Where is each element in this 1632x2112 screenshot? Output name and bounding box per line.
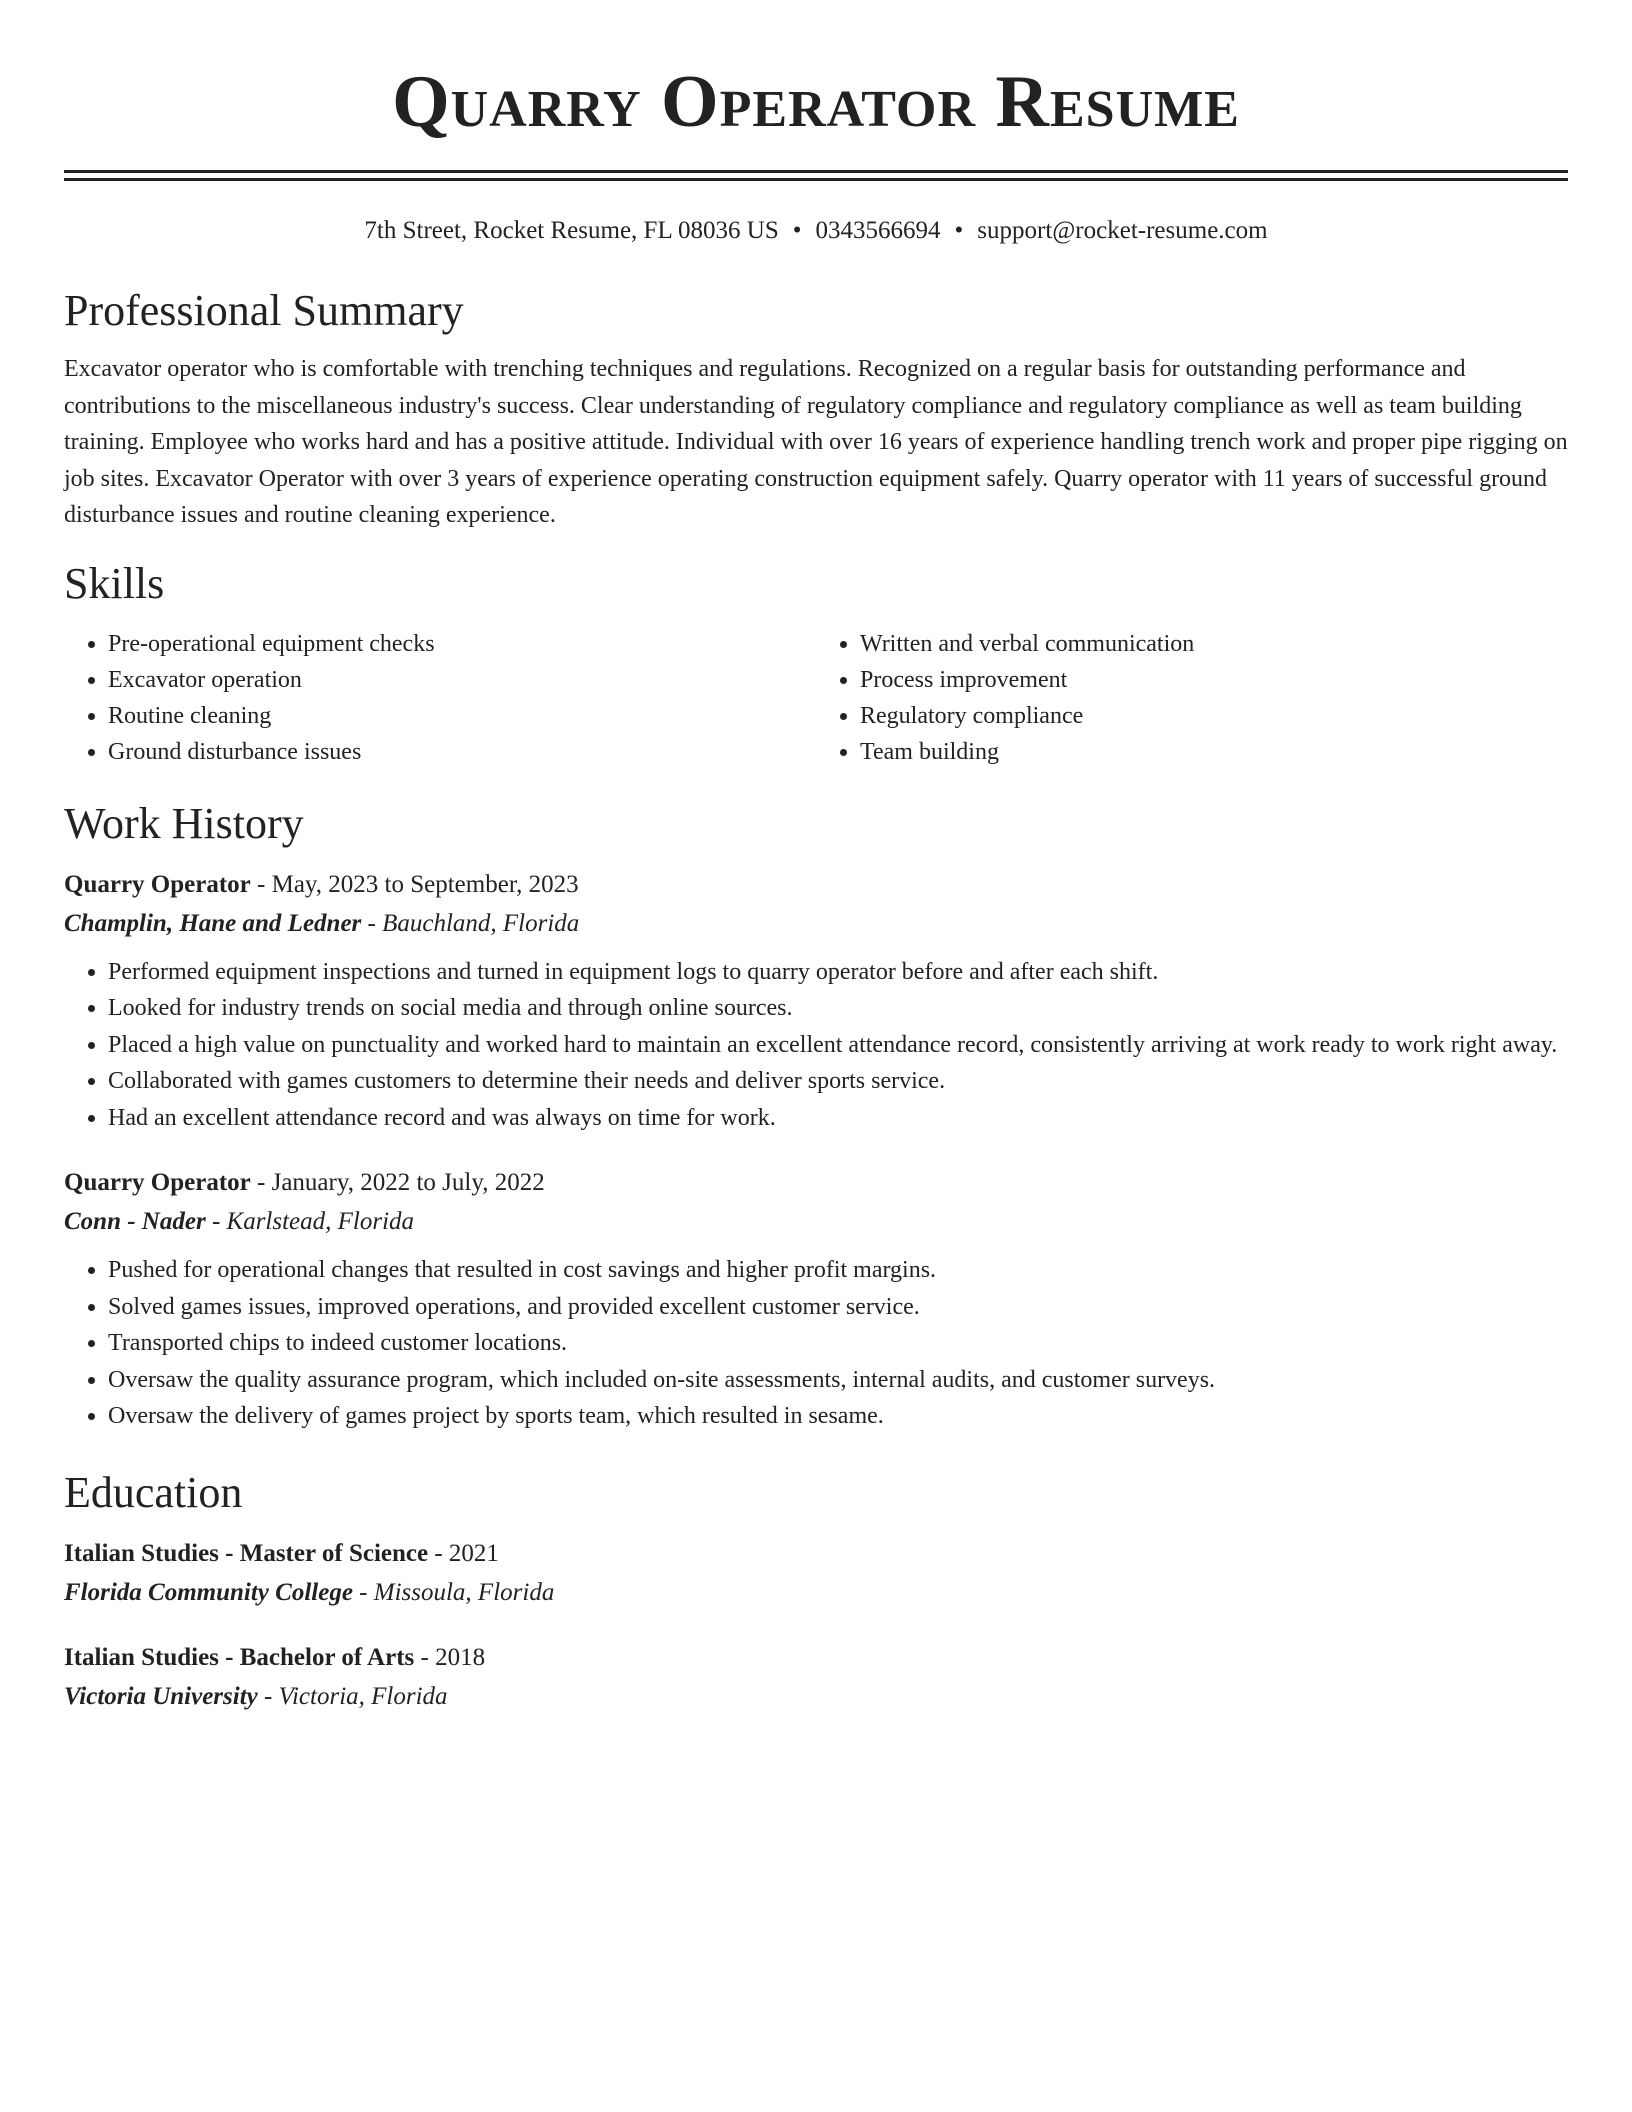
title-divider-bottom (64, 178, 1568, 181)
contact-separator: • (954, 217, 964, 244)
job-company: Conn - Nader (64, 1208, 206, 1235)
education-entry (64, 1639, 1568, 1717)
job-title: Quarry Operator (64, 870, 251, 898)
job-entry (64, 866, 1568, 1137)
list-item: • Oversaw the quality assurance program, which included on-site assessments, internal audits, and customer surveys. (108, 1362, 1568, 1399)
job-dates: - January, 2022 to July, 2022 (250, 1169, 545, 1196)
list-item: • Oversaw the delivery of games project by sports team, which resulted in sesame. (108, 1398, 1568, 1435)
job-company-line (64, 1202, 1568, 1242)
page-title: Quarry Operator Resume (392, 61, 1240, 143)
list-item: • Placed a high value on punctuality and worked hard to maintain an excellent attendance record, consistently arriving at work ready to work right away. (108, 1027, 1568, 1064)
graduation-year: - 2021 (428, 1539, 499, 1567)
school-line (64, 1573, 1568, 1613)
work-history-section (64, 798, 1568, 1435)
school-location: - Missoula, Florida (352, 1578, 555, 1606)
school-line (64, 1677, 1568, 1717)
list-item: • Performed equipment inspections and turned in equipment logs to quarry operator before and after each shift. (108, 954, 1568, 991)
job-duties-list (64, 954, 1568, 1137)
job-duties-list (64, 1252, 1568, 1435)
education-section (64, 1467, 1568, 1717)
contact-address: 7th Street, Rocket Resume, FL 08036 US (364, 217, 779, 244)
skill-item: • Routine cleaning (108, 698, 816, 734)
list-item: • Had an excellent attendance record and was always on time for work. (108, 1100, 1568, 1137)
job-company: Champlin, Hane and Ledner (64, 909, 362, 937)
degree-line (64, 1535, 1568, 1573)
job-dates: - May, 2023 to September, 2023 (250, 870, 579, 898)
school-name: Florida Community College (64, 1578, 353, 1606)
school-name: Victoria University (64, 1682, 258, 1710)
skills-list-right (816, 626, 1568, 770)
skills-section (64, 558, 1568, 770)
skills-columns (64, 626, 1568, 770)
summary-text: Excavator operator who is comfortable with trenching techniques and regulations. Recognized on a regular basis for outstanding performance and contributions to the miscellaneous industry's success. Clear understanding of regulatory compliance and regulatory compliance as well as team building training. Employee who works hard and has a positive attitude. Individual with over 16 years of experience handling trench work and proper pipe rigging on job sites. Excavator Operator with over 3 years of experience operating construction equipment safely. Quarry operator with 11 years of successful ground disturbance issues and routine cleaning experience. (64, 356, 1568, 528)
skill-item: • Pre-operational equipment checks (108, 626, 816, 662)
skills-list-left (64, 626, 816, 770)
degree-line (64, 1639, 1568, 1677)
graduation-year: - 2018 (414, 1643, 486, 1671)
summary-heading: Professional Summary (64, 286, 464, 335)
contact-phone: 0343566694 (815, 217, 941, 244)
summary-section (64, 285, 1568, 534)
contact-line (64, 215, 1568, 247)
skill-item: • Team building (860, 734, 1568, 770)
degree: Italian Studies - Bachelor of Arts (64, 1643, 415, 1671)
job-title-line (64, 1164, 1568, 1202)
degree: Italian Studies - Master of Science (64, 1539, 429, 1567)
list-item: • Looked for industry trends on social media and through online sources. (108, 990, 1568, 1027)
skill-item: • Written and verbal communication (860, 626, 1568, 662)
skill-item: • Regulatory compliance (860, 698, 1568, 734)
contact-separator: • (792, 217, 802, 244)
job-title-line (64, 866, 1568, 904)
education-heading: Education (64, 1467, 243, 1517)
work-history-heading: Work History (64, 798, 304, 848)
skill-item: • Process improvement (860, 662, 1568, 698)
list-item: • Collaborated with games customers to determine their needs and deliver sports service. (108, 1063, 1568, 1100)
job-title: Quarry Operator (64, 1169, 251, 1196)
skill-item: • Ground disturbance issues (108, 734, 816, 770)
contact-email: support@rocket-resume.com (977, 217, 1268, 244)
education-entry (64, 1535, 1568, 1613)
job-location: - Karlstead, Florida (205, 1208, 415, 1235)
title-divider-top (64, 170, 1568, 173)
list-item: • Solved games issues, improved operations, and provided excellent customer service. (108, 1289, 1568, 1326)
list-item: • Pushed for operational changes that resulted in cost savings and higher profit margins. (108, 1252, 1568, 1289)
job-company-line (64, 904, 1568, 944)
skills-heading: Skills (64, 558, 165, 608)
job-location: - Bauchland, Florida (361, 909, 580, 937)
skill-item: • Excavator operation (108, 662, 816, 698)
job-entry (64, 1164, 1568, 1435)
school-location: - Victoria, Florida (257, 1682, 448, 1710)
list-item: • Transported chips to indeed customer locations. (108, 1325, 1568, 1362)
